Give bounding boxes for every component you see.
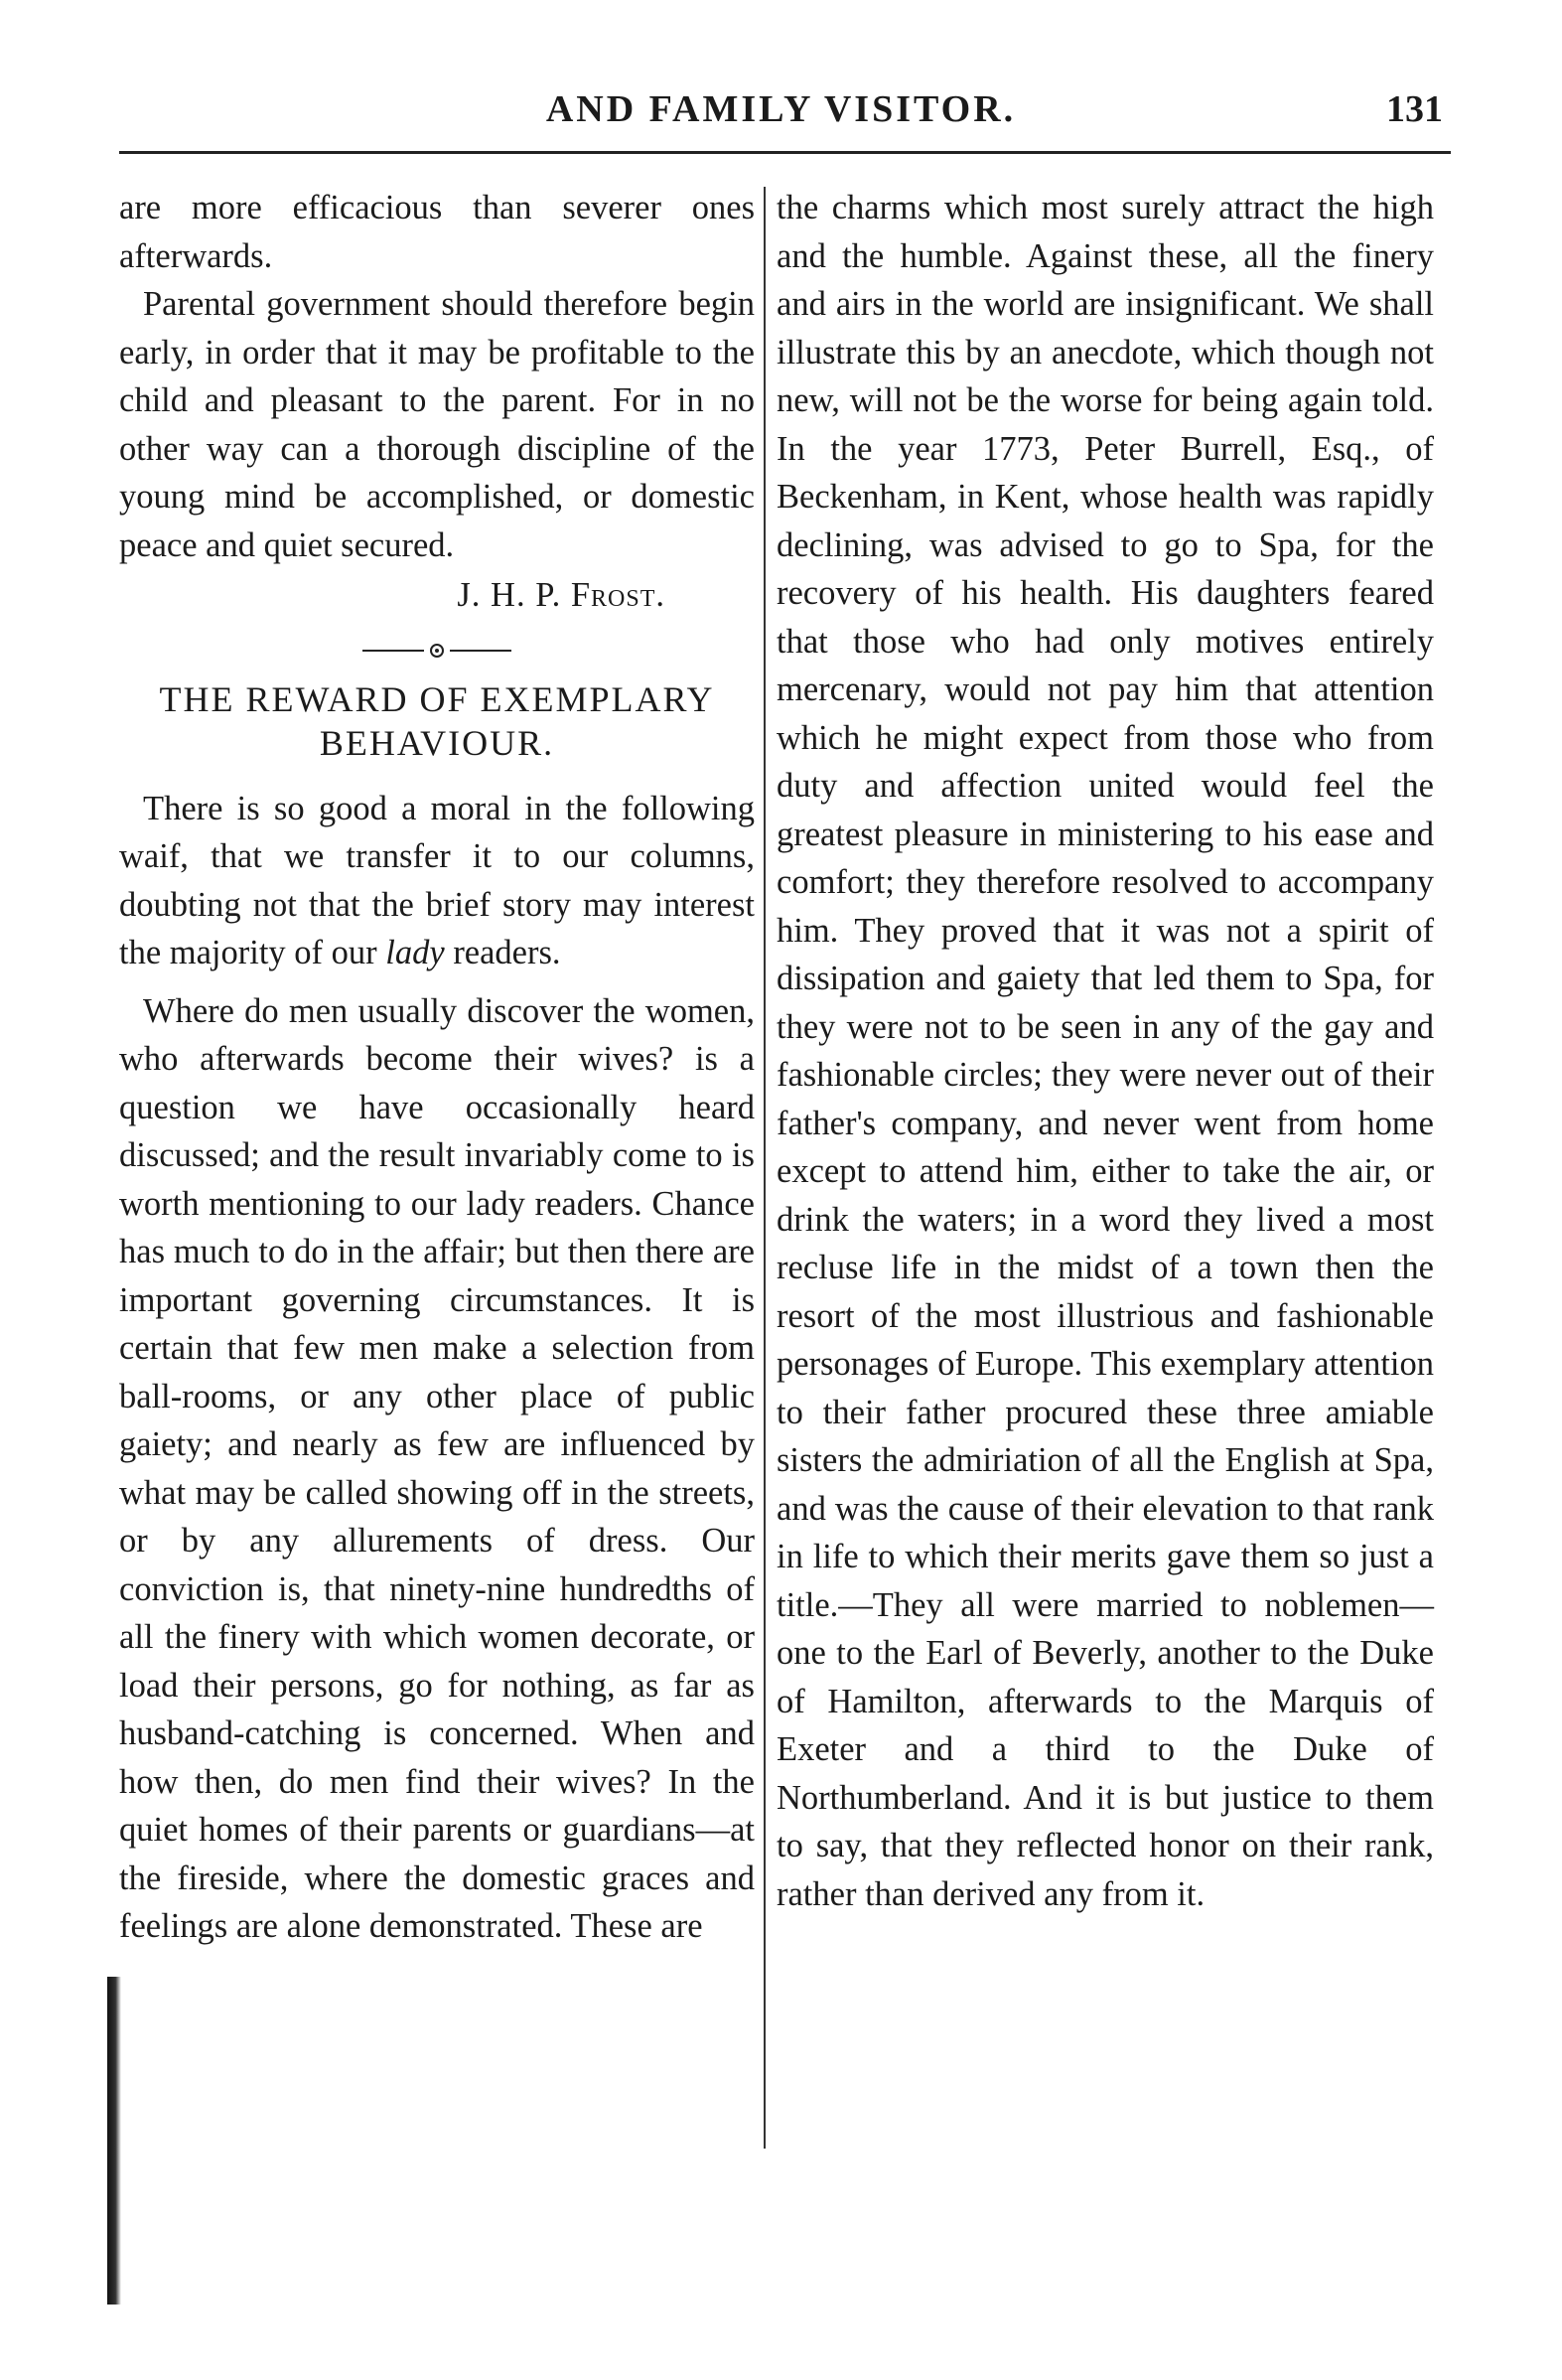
column-divider: [764, 187, 766, 2149]
intro-italic-word: lady: [385, 934, 445, 971]
left-column: [119, 184, 755, 1951]
page-number: 131: [1386, 88, 1443, 130]
article-continuation-paragraph: the charms which most surely attract the high and the humble. Against these, all the finery and airs in the world are insignificant. We shall illustrate this by an anecdote, which though not new, will not be the worse for being again told. In the year 1773, Peter Burrell, Esq., of Beckenham, in Kent, whose health was rapidly declining, was advised to go to Spa, for the recovery of his health. His daughters feared that those who had only motives entirely mercenary, would not pay him that attention which he might expect from those who from duty and affection united would feel the greatest pleasure in ministering to his ease and comfort; they therefore resolved to accompany him. They proved that it was not a spirit of dissipation and gaiety that led them to Spa, for they were not to be seen in any of the gay and fashionable circles; they were never out of their father's company, and never went from home except to attend him, either to take the air, or drink the waters; in a word they lived a most recluse life in the midst of a town then the resort of the most illustrious and fashionable personages of Europe. This exemplary attention to their father procured these three amiable sisters the admiriation of all the English at Spa, and was the cause of their elevation to that rank in life to which their merits gave them so just a title.—They all were married to noblemen—one to the Earl of Beverly, another to the Duke of Hamilton, afterwards to the Marquis of Exeter and a third to the Duke of Northumberland. And it is but justice to them to say, that they reflected honor on their rank, rather than derived any from it.: [777, 189, 1434, 1913]
section-divider-ornament: [362, 642, 511, 660]
article-title: THE REWARD OF EXEMPLARY BEHAVIOUR.: [159, 678, 715, 763]
intro-text: There is so good a moral in the following waif, that we transfer it to our columns, doubting not that the brief story may interest the majority of our: [119, 789, 755, 971]
running-title: AND FAMILY VISITOR.: [545, 88, 1017, 130]
page-binding-edge: [107, 1977, 121, 2305]
opening-paragraph-conclusion: Parental government should therefore begin early, in order that it may be profitable to the child and pleasant to the parent. For in no other way can a thorough discipline of the young mind be accomplished, or domestic peace and quiet secured.: [119, 285, 755, 564]
opening-paragraph-continuation: are more efficacious than severer ones afterwards.: [119, 189, 755, 275]
intro-text-end: readers.: [444, 934, 561, 971]
header-rule: [119, 151, 1451, 154]
right-column: [777, 184, 1434, 1918]
article-intro-paragraph: [119, 785, 755, 977]
author-signature: J. H. P. Frost.: [457, 576, 665, 614]
article-body-paragraph: Where do men usually discover the women, who afterwards become their wives? is a question we have occasionally heard discussed; and the result invariably come to is worth mentioning to our lady readers. Chance has much to do in the affair; but then there are important governing circumstances. It is certain that few men make a selection from ball-rooms, or any other place of public gaiety; and nearly as few are influenced by what may be called showing off in the streets, or by any allurements of dress. Our conviction is, that ninety-nine hundredths of all the finery with which women decorate, or load their persons, go for nothing, as far as husband-catching is concerned. When and how then, do men find their wives? In the quiet homes of their parents or guardians—at the fireside, where the domestic graces and feelings are alone demonstrated. These are: [119, 991, 755, 1945]
running-head: [119, 87, 1443, 147]
